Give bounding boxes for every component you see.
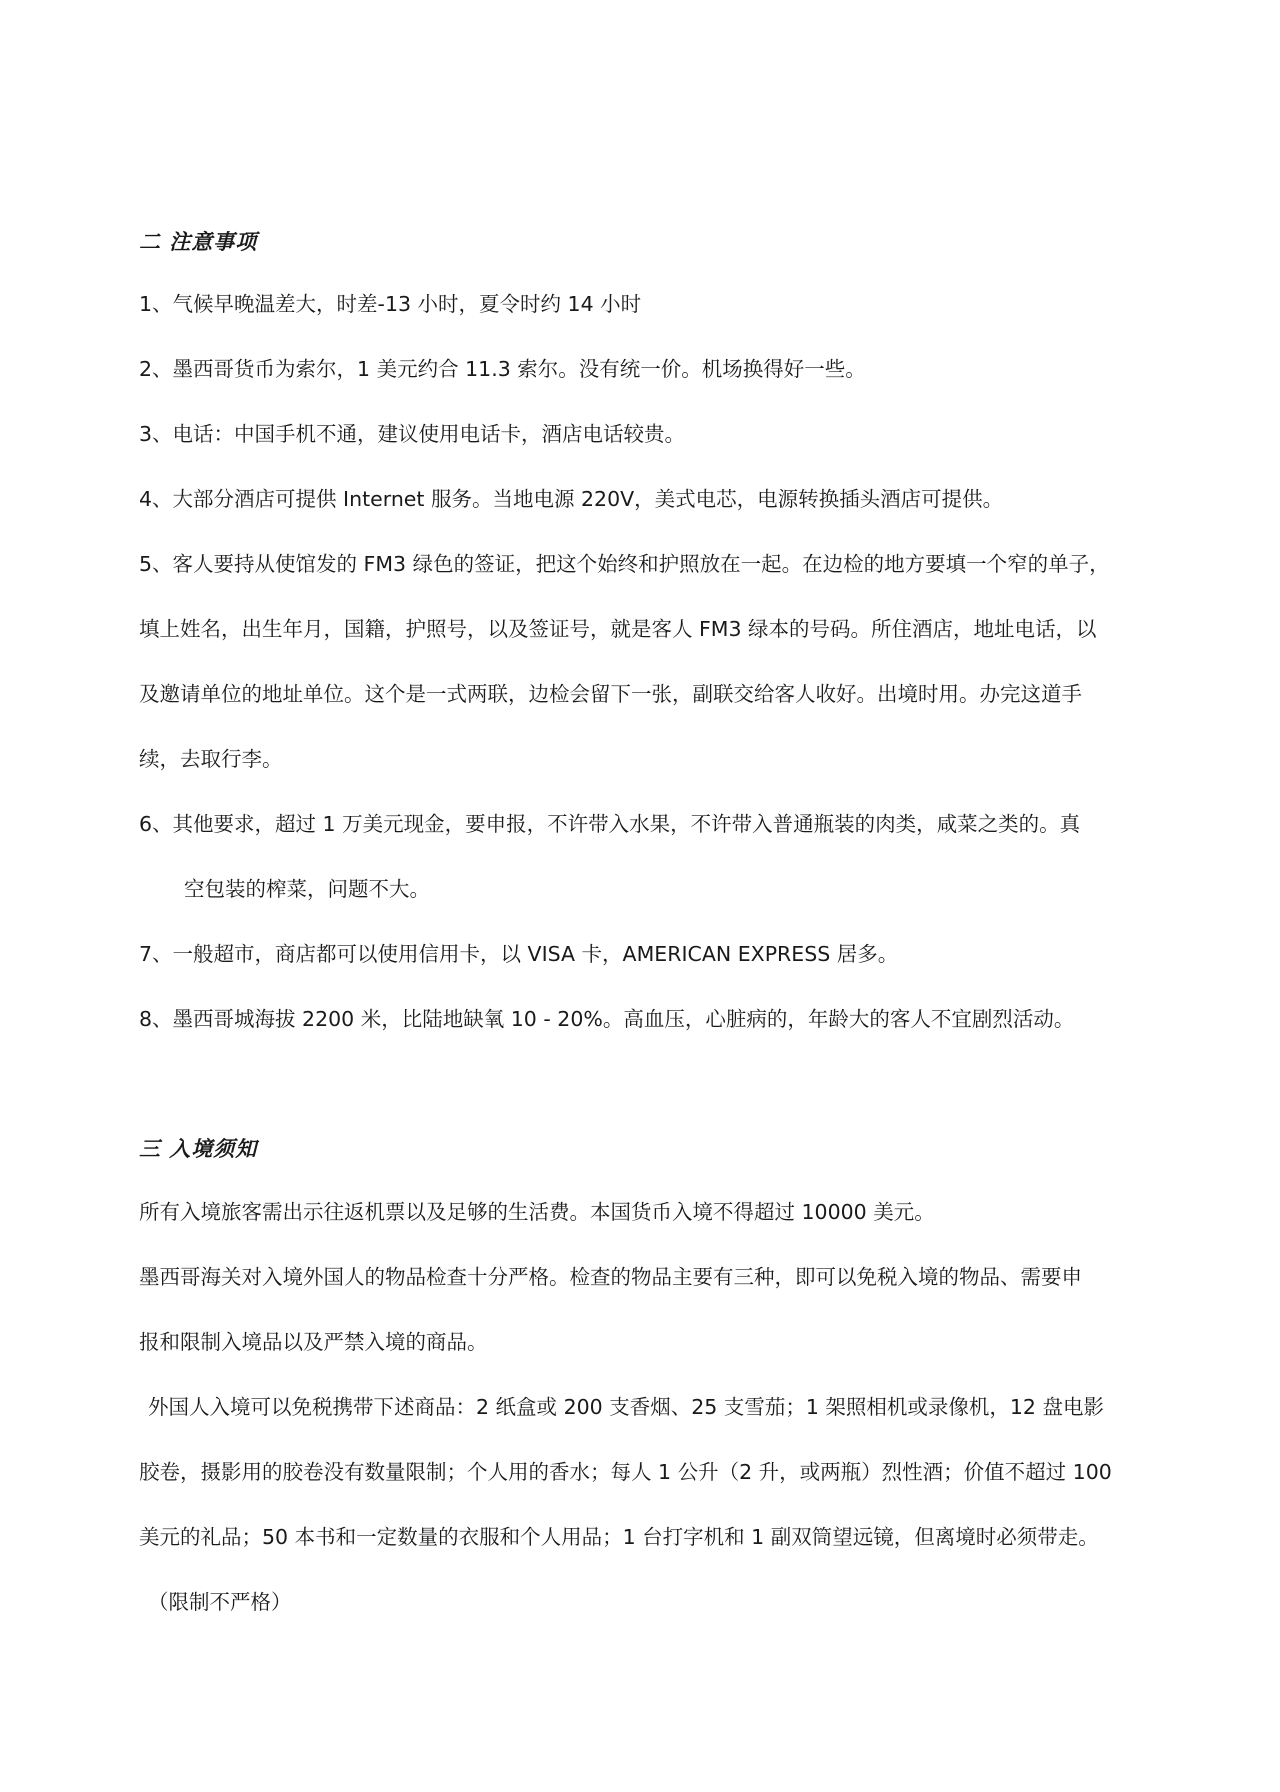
note-item-6-line-1: 6、其他要求，超过 1 万美元现金，要申报，不许带入水果，不许带入普通瓶装的肉类，咸菜之类的。真 <box>139 812 1081 836</box>
note-item-6-line-2: 空包装的榨菜，问题不大。 <box>184 877 430 901</box>
note-item-8: 8、墨西哥城海拔 2200 米，比陆地缺氧 10 - 20%。高血压，心脏病的，年龄大的客人不宜剧烈活动。 <box>139 1007 1075 1031</box>
note-item-5-line-3: 及邀请单位的地址单位。这个是一式两联，边检会留下一张，副联交给客人收好。出境时用。办完这道手 <box>139 682 1082 706</box>
note-item-2: 2、墨西哥货币为索尔，1 美元约合 11.3 索尔。没有统一价。机场换得好一些。 <box>139 357 866 381</box>
entry-paragraph-3-line-1: 外国人入境可以免税携带下述商品：2 纸盒或 200 支香烟、25 支雪茄；1 架照相机或录像机，12 盘电影 <box>148 1395 1104 1419</box>
entry-paragraph-3-line-2: 胶卷，摄影用的胶卷没有数量限制；个人用的香水；每人 1 公升（2 升，或两瓶）烈性酒；价值不超过 100 <box>139 1460 1112 1484</box>
entry-paragraph-2-line-1: 墨西哥海关对入境外国人的物品检查十分严格。检查的物品主要有三种，即可以免税入境的物品、需要申 <box>139 1265 1082 1289</box>
entry-paragraph-2-line-2: 报和限制入境品以及严禁入境的商品。 <box>139 1330 488 1354</box>
section-heading-entry: 三 入境须知 <box>139 1137 258 1161</box>
note-item-5-line-4: 续，去取行李。 <box>139 747 283 771</box>
note-item-5-line-1: 5、客人要持从使馆发的 FM3 绿色的签证，把这个始终和护照放在一起。在边检的地方要填一个窄的单子， <box>139 552 1110 576</box>
note-item-4: 4、大部分酒店可提供 Internet 服务。当地电源 220V，美式电芯，电源转换插头酒店可提供。 <box>139 487 1004 511</box>
note-item-1: 1、气候早晚温差大，时差-13 小时，夏令时约 14 小时 <box>139 292 642 316</box>
section-heading-notes: 二 注意事项 <box>139 230 258 254</box>
entry-paragraph-1: 所有入境旅客需出示往返机票以及足够的生活费。本国货币入境不得超过 10000 美元。 <box>139 1200 935 1224</box>
note-item-5-line-2: 填上姓名，出生年月，国籍，护照号，以及签证号，就是客人 FM3 绿本的号码。所住酒店，地址电话，以 <box>139 617 1097 641</box>
entry-paragraph-3-line-3: 美元的礼品；50 本书和一定数量的衣服和个人用品；1 台打字机和 1 副双筒望远镜，但离境时必须带走。 <box>139 1525 1099 1549</box>
note-item-7: 7、一般超市，商店都可以使用信用卡，以 VISA 卡，AMERICAN EXPRESS 居多。 <box>139 942 899 966</box>
entry-paragraph-3-line-4: （限制不严格） <box>148 1590 292 1614</box>
note-item-3: 3、电话：中国手机不通，建议使用电话卡，酒店电话较贵。 <box>139 422 686 446</box>
